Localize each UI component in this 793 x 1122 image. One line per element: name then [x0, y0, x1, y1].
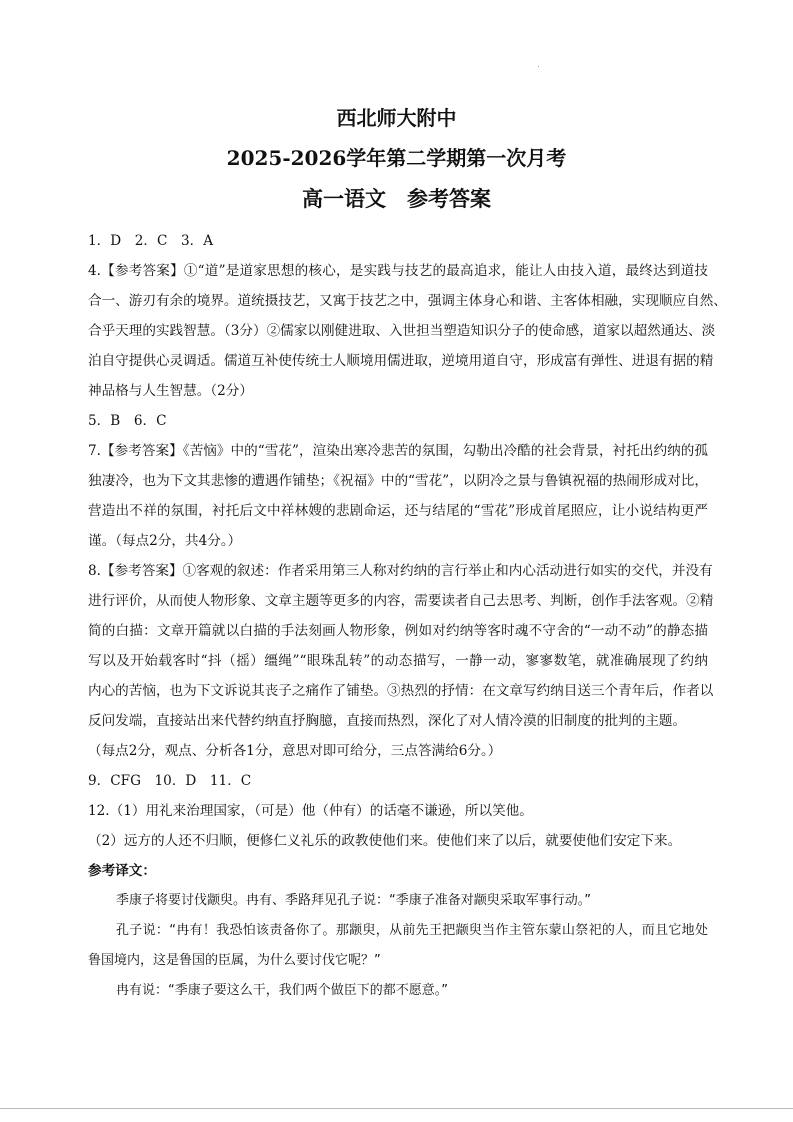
text-line: 神品格与人生智慧。（2分） — [88, 383, 253, 399]
text-line: 简的白描：文章开篇就以白描的手法刻画人物形象，例如对约纳等客时魂不守舍的“一动不动”的静态描 — [88, 623, 708, 639]
translation-paragraph — [88, 916, 708, 976]
subject-title: 高一语文 参考答案 — [302, 186, 491, 211]
answer-paragraph — [88, 436, 708, 556]
text-line: 独凄冷，也为下文其悲惨的遭遇作铺垫；《祝福》中的“雪花”，以阴冷之景与鲁镇祝福的热闹形成对比， — [88, 473, 708, 489]
answer-paragraph — [88, 226, 708, 256]
answer-paragraph — [88, 556, 714, 736]
text-line: 鲁国境内，这是鲁国的臣属，为什么要讨伐它呢？” — [88, 953, 381, 968]
page-bottom-rule — [0, 1108, 793, 1109]
answer-paragraph — [88, 256, 727, 406]
text-line: 季康子将要讨伐颛臾。冉有、季路拜见孔子说：“季康子准备对颛臾采取军事行动。” — [116, 893, 591, 908]
section-heading — [88, 856, 708, 886]
translation-paragraph — [88, 976, 708, 1006]
text-line: 参考译文： — [88, 863, 156, 879]
text-line: 7.【参考答案】《苦恼》中的“雪花”，渲染出寒冷悲苦的氛围，勾勒出冷酷的社会背景，衬托出约纳的孤 — [88, 443, 708, 459]
text-line: 进行评价，从而使人物形象、文章主题等更多的内容，需要读者自己去思考、判断，创作手法客观。②精 — [88, 593, 714, 609]
text-line: 反问发端，直接站出来代替约纳直抒胸臆，直接而热烈，深化了对人情冷漠的旧制度的批判的主题。 — [88, 713, 687, 729]
text-line: 8.【参考答案】①客观的叙述：作者采用第三人称对约纳的言行举止和内心活动进行如实的交代，并没有 — [88, 563, 713, 579]
text-line: （每点2分，观点、分析各1分，意思对即可给分，三点答满给6分。） — [88, 743, 502, 759]
text-line: 5．B 6．C — [88, 413, 167, 429]
text-line: 合乎天理的实践智慧。（3分）②儒家以刚健进取、入世担当塑造知识分子的使命感，道家以超然通达、淡 — [88, 323, 716, 339]
answer-body — [88, 226, 727, 1006]
text-line: 孔子说：“冉有！我恐怕该责备你了。那颛臾，从前先王把颛臾当作主管东蒙山祭祀的人，而且它地处 — [116, 923, 708, 938]
school-name: 西北师大附中 — [336, 106, 457, 130]
text-line: 泊自守提供心灵调适。儒道互补使传统士人顺境用儒进取，逆境用道自守，形成富有弹性、进退有据的精 — [88, 353, 714, 369]
text-line: 谨。（每点2分，共4分。） — [88, 533, 242, 549]
text-line: 1．D 2．C 3．A — [88, 233, 214, 249]
answer-paragraph — [88, 826, 708, 856]
text-line: 营造出不祥的氛围，衬托后文中祥林嫂的悲剧命运，还与结尾的“雪花”形成首尾照应，让小说结构更严 — [88, 503, 708, 519]
text-line: （2）远方的人还不归顺，便修仁义礼乐的政教使他们来。使他们来了以后，就要使他们安定下来。 — [88, 833, 682, 849]
answer-paragraph — [88, 796, 708, 826]
answer-paragraph — [88, 406, 708, 436]
text-line: 12.（1）用礼来治理国家，（可是）他（仲有）的话毫不谦逊，所以笑他。 — [88, 803, 533, 819]
answer-paragraph — [88, 736, 708, 766]
text-line: 冉有说：“季康子要这么干，我们两个做臣下的都不愿意。” — [116, 983, 448, 998]
text-line: 4.【参考答案】①“道”是道家思想的核心，是实践与技艺的最高追求，能让人由技入道，最终达到道技 — [88, 263, 708, 279]
exam-title: 2025-2026学年第二学期第一次月考 — [226, 146, 567, 170]
answer-paragraph — [88, 766, 708, 796]
translation-paragraph — [88, 886, 708, 916]
scan-speck — [538, 66, 539, 67]
text-line: 9．CFG 10．D 11．C — [88, 773, 252, 789]
text-line: 写以及开始载客时“抖（摇）缰绳”“眼珠乱转”的动态描写，一静一动，寥寥数笔，就准确展现了约纳 — [88, 653, 708, 669]
text-line: 合一、游刃有余的境界。道统摄技艺，又寓于技艺之中，强调主体身心和谐、主客体相融，实现顺应自然、 — [88, 293, 727, 309]
text-line: 内心的苦恼，也为下文诉说其丧子之痛作了铺垫。③热烈的抒情：在文章写约纳目送三个青年后，作者以 — [88, 683, 714, 699]
